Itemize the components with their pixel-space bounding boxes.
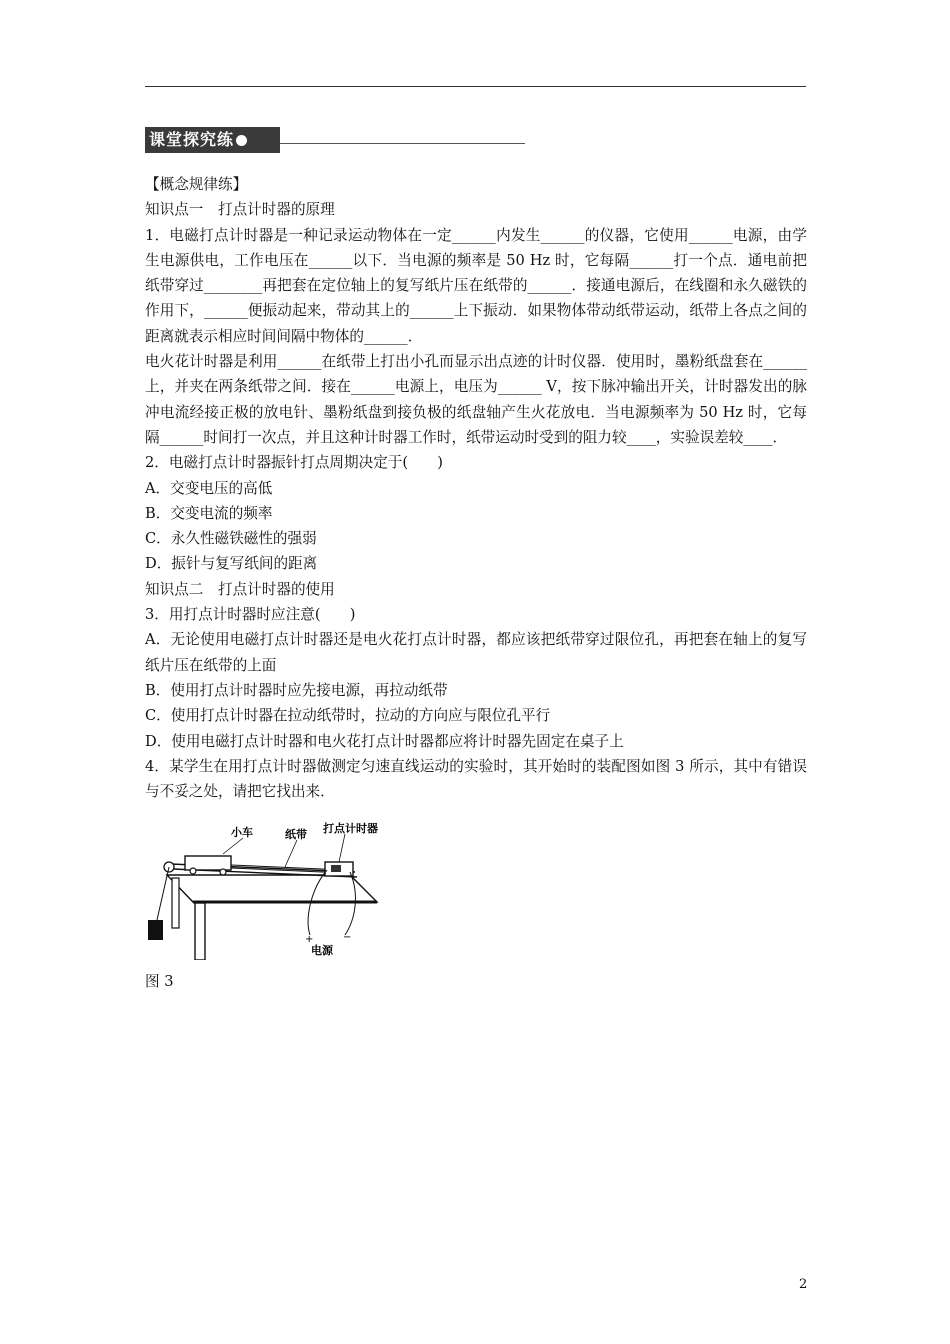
banner-rule xyxy=(280,143,525,144)
figure-caption: 图 3 xyxy=(145,973,174,990)
label-minus: − xyxy=(343,932,352,943)
wheel-icon xyxy=(220,869,226,875)
leader-line xyxy=(285,840,297,867)
question-2-option-b: B．交变电流的频率 xyxy=(145,504,273,522)
section-banner xyxy=(145,127,525,153)
question-1-part-1: 1．电磁打点计时器是一种记录运动物体在一定______内发生______的仪器，它使用______电源，由学生电源供电，工作电压在______以下．当电源的频率是 50 Hz 时，它每隔______打一个点．通电前把纸带穿过________再把套在定位轴上的复写纸片压在纸带的______．接通电源后，在线圈和永久磁铁的作用下，______便振动起来，带动其上的______上下振动．如果物体带动纸带运动，纸带上各点之间的距离就表示相应时间间隔中物体的______． xyxy=(145,226,807,345)
table-top xyxy=(167,875,377,902)
question-1-part-2: 电火花计时器是利用______在纸带上打出小孔而显示出点迹的计时仪器．使用时，墨粉纸盘套在______上，并夹在两条纸带之间．接在______电源上，电压为______ V，按下脉冲输出开关，计时器发出的脉冲电流经接正极的放电针、墨粉纸盘到接负极的纸盘轴产生火花放电．当电源频率为 50 Hz 时，它每隔______时间打一次点，并且这种计时器工作时，纸带运动时受到的阻力较____，实验误差较____． xyxy=(145,353,807,446)
knowledge-point-heading: 知识点一 打点计时器的原理 xyxy=(145,201,335,219)
section-banner-title: 课堂探究练 xyxy=(149,130,235,149)
leader-line xyxy=(223,838,243,854)
section-banner-tag xyxy=(145,127,280,153)
label-car: 小车 xyxy=(231,826,253,839)
question-3-option-c: C．使用打点计时器在拉动纸带时，拉动的方向应与限位孔平行 xyxy=(145,707,551,725)
table-leg xyxy=(195,903,205,960)
label-power: 电源 xyxy=(311,944,333,957)
subsection-heading: 【概念规律练】 xyxy=(145,176,248,193)
question-2-option-d: D．振针与复写纸间的距离 xyxy=(145,555,318,573)
knowledge-point-heading: 知识点二 打点计时器的使用 xyxy=(145,580,335,598)
page-number: 2 xyxy=(799,1277,808,1292)
hanging-weight xyxy=(148,920,163,940)
question-3-stem: 3．用打点计时器时应注意( ) xyxy=(145,606,356,624)
header-rule xyxy=(145,86,806,87)
label-timer: 打点计时器 xyxy=(323,822,378,835)
timer-coil xyxy=(331,865,341,872)
question-3-option-b: B．使用打点计时器时应先接电源，再拉动纸带 xyxy=(145,681,448,699)
question-3-option-d: D．使用电磁打点计时器和电火花打点计时器都应将计时器先固定在桌子上 xyxy=(145,732,624,750)
question-3-option-a: A．无论使用电磁打点计时器还是电火花打点计时器，都应该把纸带穿过限位孔，再把套在轴上的复写纸片压在纸带的上面 xyxy=(145,631,807,674)
leader-line xyxy=(339,834,345,862)
apparatus-diagram xyxy=(145,820,385,960)
wheel-icon xyxy=(190,868,196,874)
string xyxy=(157,867,169,920)
question-2-option-a: A．交变电压的高低 xyxy=(145,479,273,497)
label-plus: + xyxy=(305,934,314,945)
content-body xyxy=(145,172,807,804)
bullet-icon xyxy=(236,135,247,146)
label-tape: 纸带 xyxy=(285,828,307,841)
question-4-stem: 4．某学生在用打点计时器做测定匀速直线运动的实验时，其开始时的装配图如图 3 所示，其中有错误与不妥之处，请把它找出来． xyxy=(145,757,807,801)
table-leg xyxy=(172,878,179,928)
question-2-option-c: C．永久性磁铁磁性的强弱 xyxy=(145,530,317,548)
question-2-stem: 2．电磁打点计时器振针打点周期决定于( ) xyxy=(145,454,443,472)
